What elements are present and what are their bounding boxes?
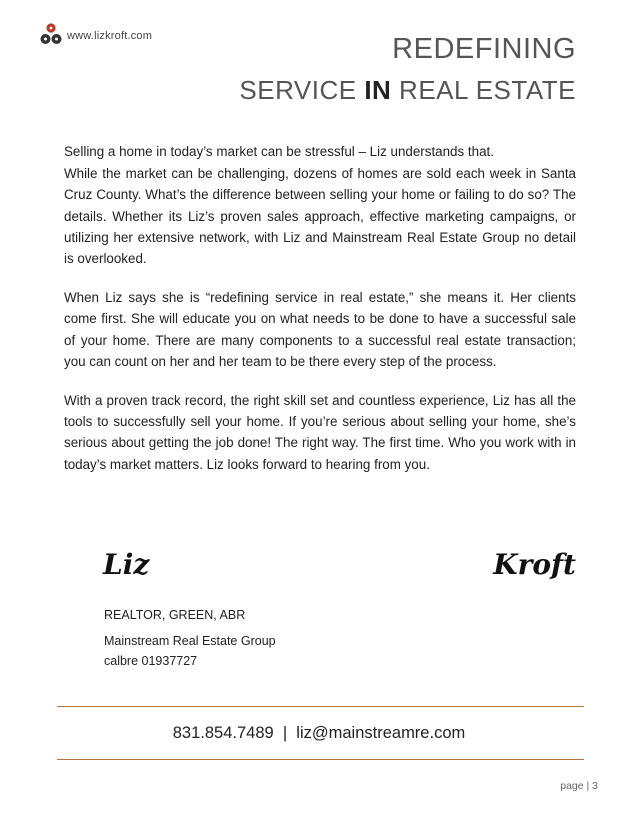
divider-top bbox=[57, 706, 584, 707]
page-title-line1: REDEFINING bbox=[392, 33, 576, 65]
body-text bbox=[64, 141, 576, 475]
page-number: page | 3 bbox=[560, 780, 598, 792]
title-bold-word: IN bbox=[364, 75, 392, 105]
page-title-line2 bbox=[239, 75, 576, 106]
contact-info: 831.854.7489 | liz@mainstreamre.com bbox=[172, 724, 466, 742]
website-url: www.lizkroft.com bbox=[67, 30, 153, 42]
title-part1: SERVICE bbox=[239, 75, 365, 105]
signature-last-name: Kroft bbox=[493, 548, 576, 581]
title-part2: REAL ESTATE bbox=[391, 75, 576, 105]
credentials: REALTOR, GREEN, ABR bbox=[104, 608, 246, 622]
divider-bottom bbox=[57, 759, 584, 760]
intro-paragraph: Selling a home in today’s market can be stressful – Liz understands that. bbox=[64, 144, 494, 159]
company-name: Mainstream Real Estate Group bbox=[104, 634, 276, 648]
paragraph-3: With a proven track record, the right skill set and countless experience, Liz has all the tools to successfully sell your home. If you’re serious about selling your home, she’s serious about getting the job done! The right way. The first time. Who you work with in today’s market matters. Liz looks forward to hearing from you. bbox=[64, 393, 576, 472]
signature-first-name: Liz bbox=[103, 548, 150, 581]
paragraph-1: While the market can be challenging, dozens of homes are sold each week in Santa Cruz County. What’s the difference between selling your home or failing to do so? The details. Whether its Liz’s proven sales approach, effective marketing campaigns, or utilizing her extensive network, with Liz and Mainstream Real Estate Group no detail is overlooked. bbox=[64, 166, 576, 267]
license-number: calbre 01937727 bbox=[104, 654, 198, 668]
paragraph-2: When Liz says she is “redefining service in real estate,” she means it. Her clients come first. She will educate you on what needs to be done to have a successful sale of your home. There are many components to a successful real estate transaction; you can count on her and her team to be there every step of the process. bbox=[64, 290, 576, 369]
film-reel-icon bbox=[40, 22, 62, 48]
